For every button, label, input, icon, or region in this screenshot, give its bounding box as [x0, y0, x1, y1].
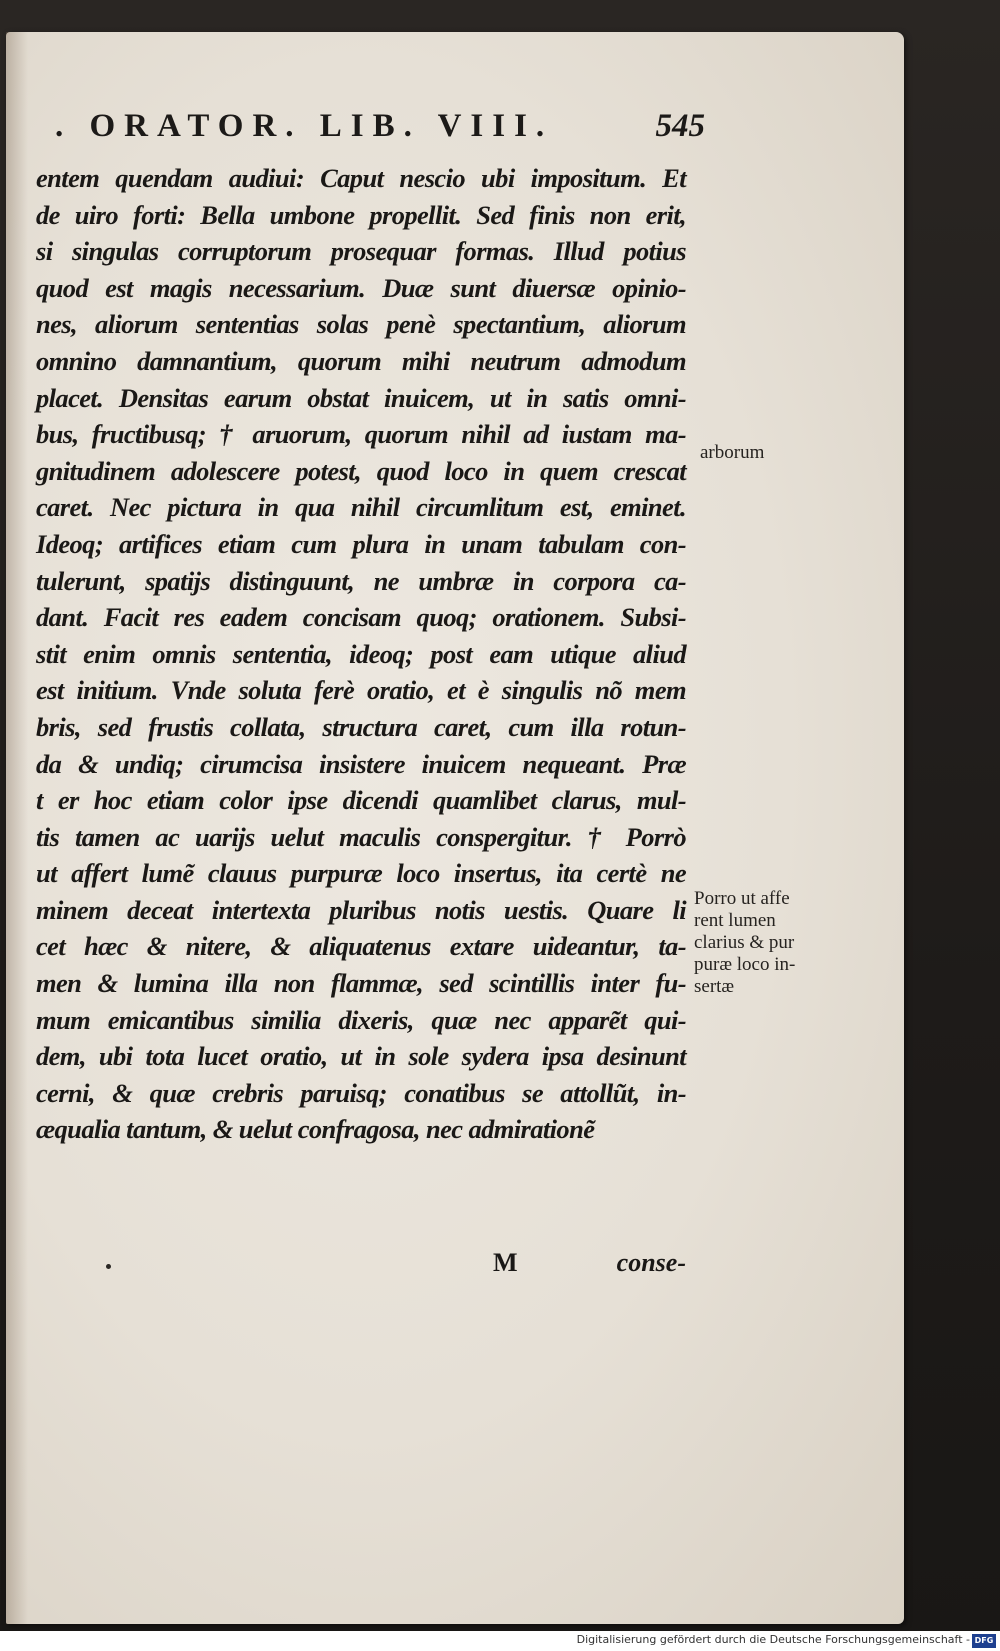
text-line: quod est magis necessarium. Duæ sunt diuersæ opinio-	[36, 272, 686, 303]
dfg-logo-icon: DFG	[972, 1634, 996, 1648]
marginal-note-line: Porro ut affe	[694, 888, 790, 909]
text-line: cet hæc & nitere, & aliquatenus extare uideantur, ta-	[36, 931, 686, 962]
page-header	[55, 108, 705, 150]
page-footer	[36, 1248, 686, 1284]
marginal-note-porro	[694, 888, 844, 998]
text-line: bus, fructibusq; † aruorum, quorum nihil ad iustam ma-	[36, 419, 686, 450]
running-head: . ORATOR. LIB. VIII.	[55, 108, 554, 144]
text-line: placet. Densitas earum obstat inuicem, ut in satis omni-	[36, 382, 686, 413]
text-line: minem deceat intertexta pluribus notis uestis. Quare li	[36, 894, 686, 925]
text-line: cerni, & quæ crebris paruisq; conatibus se attollũt, in-	[36, 1077, 686, 1108]
text-line: ut affert lumẽ clauus purpuræ loco insertus, ita certè ne	[36, 858, 686, 889]
text-line: gnitudinem adolescere potest, quod loco in quem crescat	[36, 455, 686, 486]
credit-bar	[0, 1631, 1000, 1651]
text-line: mum emicantibus similia dixeris, quæ nec apparẽt qui-	[36, 1004, 686, 1035]
text-line: de uiro forti: Bella umbone propellit. Sed finis non erit,	[36, 199, 686, 230]
text-line: entem quendam audiui: Caput nescio ubi impositum. Et	[36, 163, 686, 193]
text-line: tis tamen ac uarijs uelut maculis conspergitur. † Porrò	[36, 821, 686, 852]
marginal-note-line: sertæ	[694, 976, 735, 997]
text-line: bris, sed frustis collata, structura caret, cum illa rotun-	[36, 711, 686, 742]
ink-dot	[106, 1264, 111, 1269]
text-line: si singulas corruptorum prosequar formas. Illud potius	[36, 236, 686, 267]
text-line: tulerunt, spatijs distinguunt, ne umbræ in corpora ca-	[36, 565, 686, 596]
catchword: conse-	[616, 1248, 686, 1277]
text-line: est initium. Vnde soluta ferè oratio, et è singulis nõ mem	[36, 675, 686, 706]
text-line: t er hoc etiam color ipse dicendi quamlibet clarus, mul-	[36, 785, 686, 816]
text-line: da & undiq; cirumcisa insistere inuicem nequeant. Præ	[36, 748, 686, 779]
text-line: men & lumina illa non flammæ, sed scintillis inter fu-	[36, 968, 686, 999]
text-line: Ideoq; artifices etiam cum plura in unam tabulam con-	[36, 528, 686, 559]
body-text	[36, 160, 686, 1148]
digitization-credit: Digitalisierung gefördert durch die Deutsche Forschungsgemeinschaft -	[576, 1633, 970, 1646]
marginal-note-line: rent lumen	[694, 910, 776, 931]
marginal-note-line: puræ loco in-	[694, 954, 796, 975]
text-line: nes, aliorum sententias solas penè spectantium, aliorum	[36, 309, 686, 340]
text-line: dem, ubi tota lucet oratio, ut in sole sydera ipsa desinunt	[36, 1041, 686, 1072]
text-line: æqualia tantum, & uelut confragosa, nec admirationẽ	[36, 1114, 595, 1145]
text-line: omnino damnantium, quorum mihi neutrum admodum	[36, 345, 686, 376]
signature-mark: M	[493, 1248, 518, 1277]
text-line: caret. Nec pictura in qua nihil circumlitum est, eminet.	[36, 492, 686, 523]
text-line: stit enim omnis sententia, ideoq; post eam utique aliud	[36, 638, 686, 669]
marginal-note-arborum: arborum	[700, 442, 765, 463]
text-line: dant. Facit res eadem concisam quoq; orationem. Subsi-	[36, 602, 686, 633]
page-number: 545	[655, 108, 705, 144]
marginal-note-line: clarius & pur	[694, 932, 795, 953]
